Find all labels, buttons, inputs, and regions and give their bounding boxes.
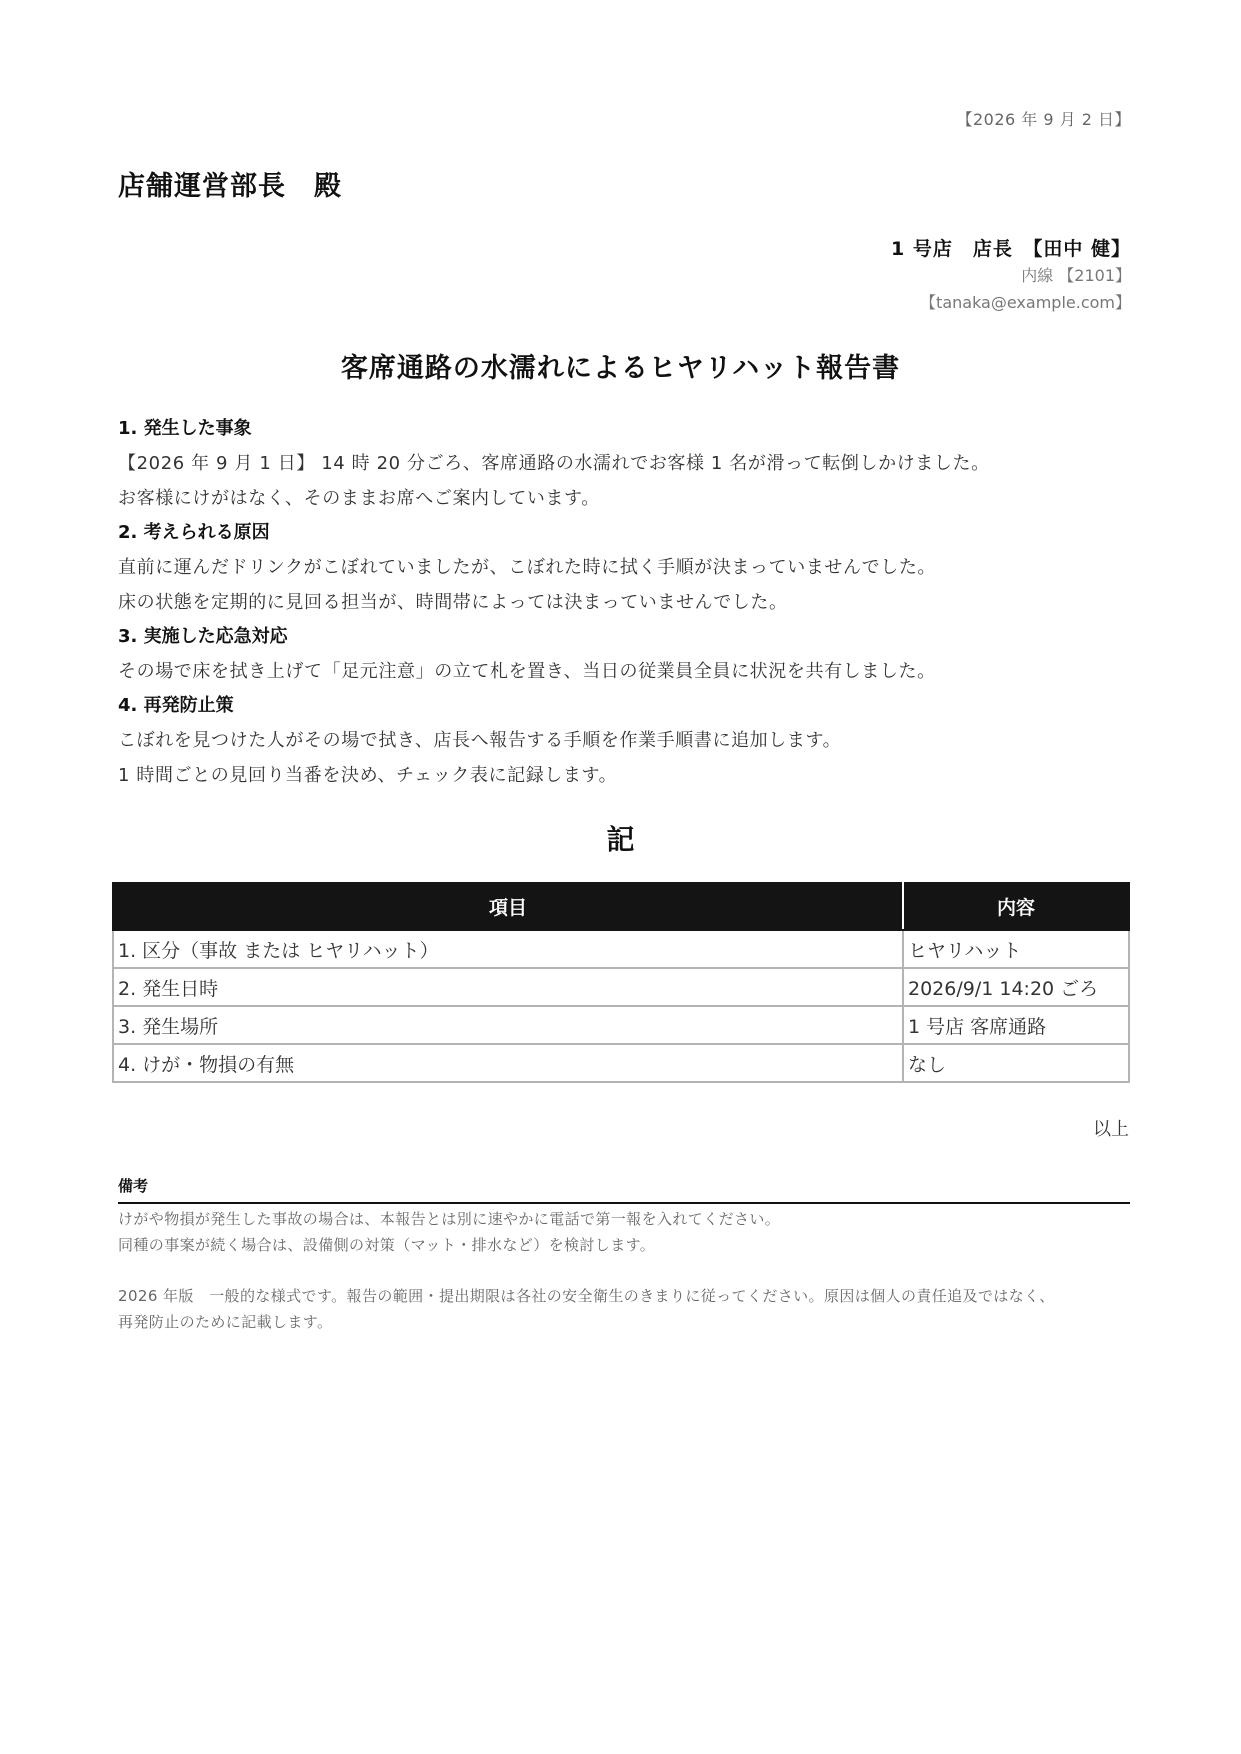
section-prevention	[118, 689, 1128, 793]
section-text: お客様にけがはなく、そのままお席へご案内しています。	[118, 488, 600, 509]
table-header-content: 内容	[903, 883, 1129, 930]
section-text: その場で床を拭き上げて「足元注意」の立て札を置き、当日の従業員全員に状況を共有しました。	[118, 661, 936, 682]
section-event	[118, 412, 1128, 516]
section-text: 【2026 年 9 月 1 日】 14 時 20 分ごろ、客席通路の水濡れでお客様 1 名が滑って転倒しかけました。	[118, 453, 990, 474]
report-date: 【2026 年 9 月 2 日】	[956, 110, 1131, 129]
section-heading: 1. 発生した事象	[118, 418, 252, 439]
table-cell-item: 2. 発生日時	[113, 968, 903, 1006]
report-body	[118, 412, 1128, 793]
table-row	[113, 930, 1129, 968]
sender-name: 1 号店 店長 【田中 健】	[891, 238, 1131, 260]
table-cell-content: ヒヤリハット	[903, 930, 1129, 968]
section-heading: 4. 再発防止策	[118, 695, 234, 716]
table-row	[113, 968, 1129, 1006]
sender-extension: 内線 【2101】	[1021, 266, 1131, 285]
recipient: 店舗運営部長 殿	[118, 171, 342, 202]
table-row	[113, 1044, 1129, 1082]
section-text: 1 時間ごとの見回り当番を決め、チェック表に記録します。	[118, 765, 618, 786]
report-title: 客席通路の水濡れによるヒヤリハット報告書	[340, 353, 901, 384]
remarks-line: けがや物損が発生した事故の場合は、本報告とは別に速やかに電話で第一報を入れてください。	[118, 1210, 781, 1228]
section-heading: 3. 実施した応急対応	[118, 626, 288, 647]
table-cell-content: 2026/9/1 14:20 ごろ	[903, 968, 1129, 1006]
table-cell-content: 1 号店 客席通路	[903, 1006, 1129, 1044]
section-text: 床の状態を定期的に見回る担当が、時間帯によっては決まっていませんでした。	[118, 592, 788, 613]
section-response	[118, 620, 1128, 689]
closing-mark: 以上	[1093, 1119, 1129, 1140]
table-cell-content: なし	[903, 1044, 1129, 1082]
sender-email: 【tanaka@example.com】	[920, 293, 1131, 312]
footnote-line: 2026 年版 一般的な様式です。報告の範囲・提出期限は各社の安全衛生のきまりに従ってください。原因は個人の責任追及ではなく、	[118, 1287, 1055, 1305]
section-cause	[118, 516, 1128, 620]
remarks-line: 同種の事案が続く場合は、設備側の対策（マット・排水など）を検討します。	[118, 1236, 656, 1254]
section-text: こぼれを見つけた人がその場で拭き、店長へ報告する手順を作業手順書に追加します。	[118, 730, 842, 751]
table-cell-item: 3. 発生場所	[113, 1006, 903, 1044]
table-header-row	[113, 883, 1129, 930]
table-cell-item: 4. けが・物損の有無	[113, 1044, 903, 1082]
section-heading: 2. 考えられる原因	[118, 522, 270, 543]
footnote-line: 再発防止のために記載します。	[118, 1313, 333, 1331]
remarks-title: 備考	[118, 1175, 1130, 1204]
table-header-item: 項目	[113, 883, 903, 930]
ki-label: 記	[606, 823, 635, 856]
table-row	[113, 1006, 1129, 1044]
table-cell-item: 1. 区分（事故 または ヒヤリハット）	[113, 930, 903, 968]
summary-table	[112, 882, 1130, 1083]
section-text: 直前に運んだドリンクがこぼれていましたが、こぼれた時に拭く手順が決まっていませんでした。	[118, 557, 937, 578]
